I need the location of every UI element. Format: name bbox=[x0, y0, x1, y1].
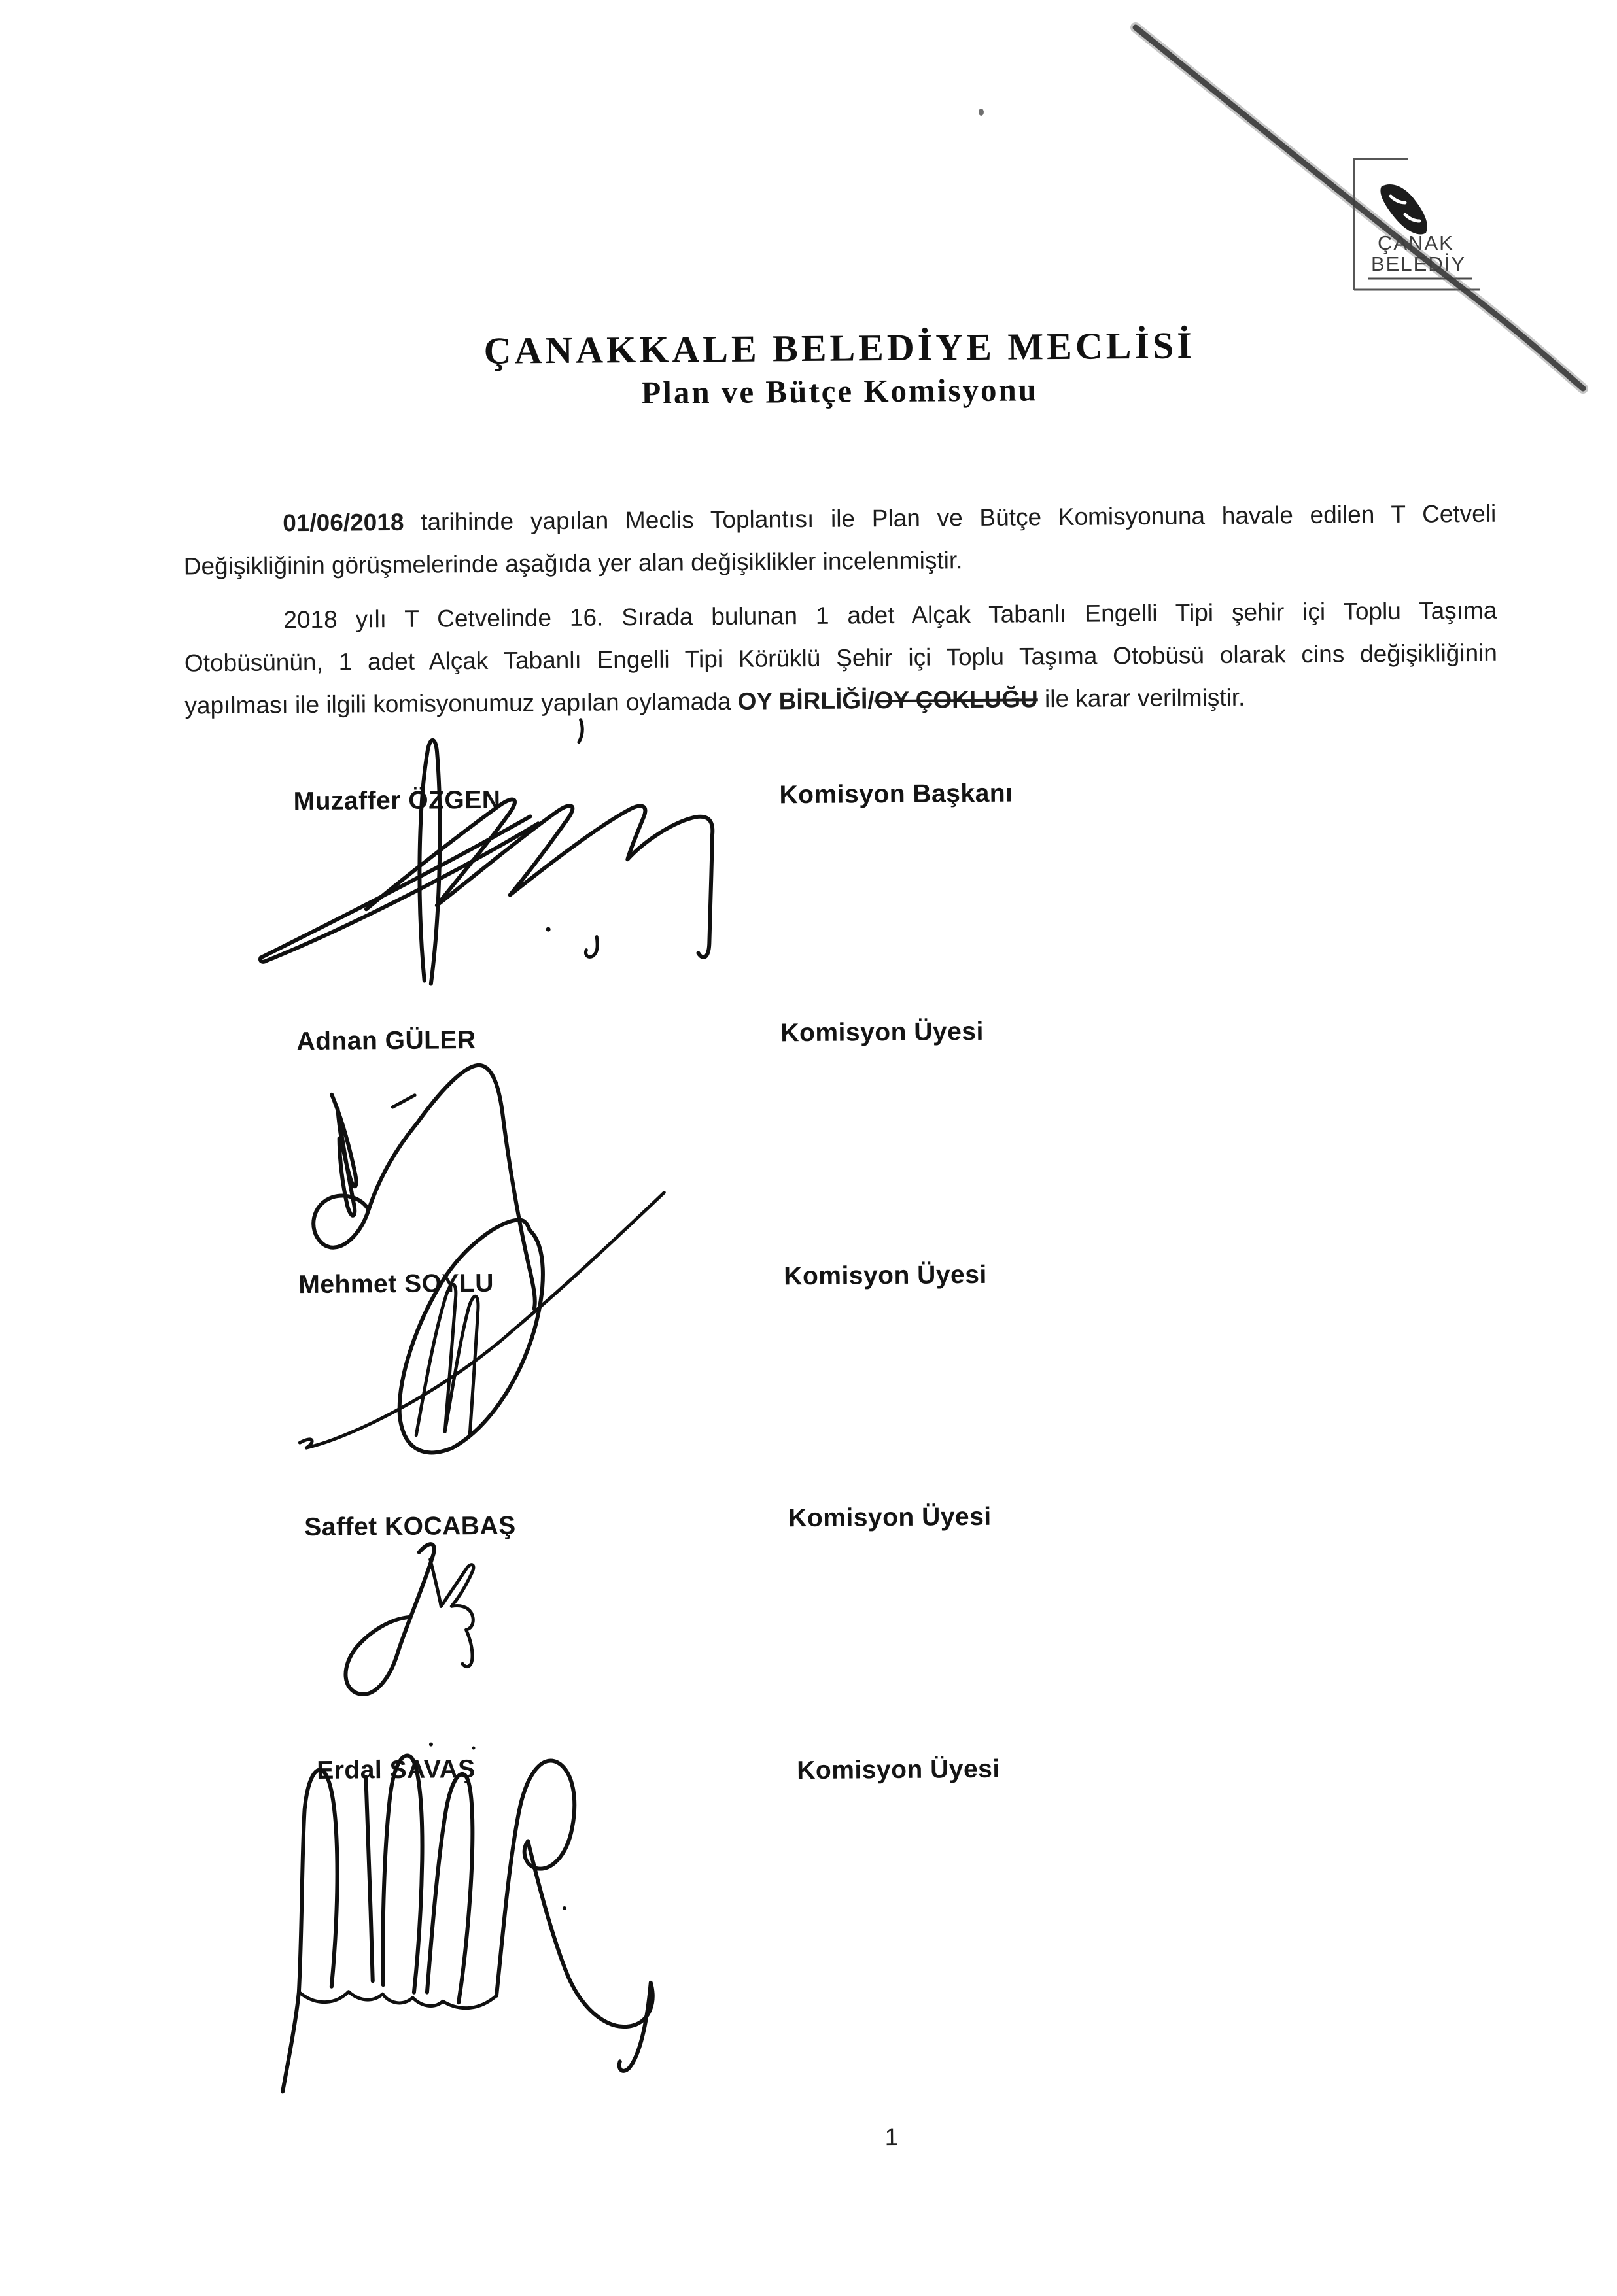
paragraph2-line1: 2018 yılı T Cetvelinde 16. Sırada bulunan 1 adet Alçak Tabanlı Engelli Tipi şehir içi Toplu Taşıma bbox=[283, 596, 1497, 634]
page-number: 1 bbox=[884, 2123, 899, 2151]
paragraph2-line2: Otobüsünün, 1 adet Alçak Tabanlı Engelli Tipi Körüklü Şehir içi Toplu Taşıma Otobüsü olarak cins değişikliğinin bbox=[184, 639, 1498, 677]
signatory-role: Komisyon Üyesi bbox=[780, 1017, 984, 1048]
scan-speck bbox=[979, 109, 984, 116]
signatory-name: Adnan GÜLER bbox=[296, 1025, 476, 1056]
diagonal-fold-line bbox=[1136, 27, 1583, 388]
page-title: ÇANAKKALE BELEDİYE MECLİSİ bbox=[483, 324, 1196, 372]
signatory-role: Komisyon Üyesi bbox=[784, 1260, 987, 1291]
oy-birligi-text: OY BİRLİĞİ/ bbox=[737, 687, 875, 715]
page-subtitle: Plan ve Bütçe Komisyonu bbox=[641, 371, 1039, 411]
signatory-name: Muzaffer ÖZGEN bbox=[293, 785, 501, 816]
oy-coklugu-struck-text: OY ÇOKLUĞU bbox=[874, 685, 1038, 714]
date-text: 01/06/2018 bbox=[283, 508, 404, 537]
signatory-role: Komisyon Üyesi bbox=[788, 1502, 992, 1533]
paragraph1-line1-text: tarihinde yapılan Meclis Toplantısı ile Plan ve Bütçe Komisyonuna havale edilen T Cetveli bbox=[404, 500, 1497, 536]
paragraph1-line2: Değişikliğinin görüşmelerinde aşağıda yer alan değişiklikler incelenmiştir. bbox=[183, 547, 963, 580]
signatory-role: Komisyon Başkanı bbox=[779, 779, 1013, 810]
paragraph2-line3-end: ile karar verilmiştir. bbox=[1037, 683, 1245, 713]
stamp-text-line2: BELEDİY bbox=[1371, 252, 1466, 275]
stamp-text-line1: ÇANAK bbox=[1378, 231, 1454, 254]
signatory-name: Saffet KOCABAŞ bbox=[304, 1511, 516, 1542]
signatory-name: Mehmet SOYLU bbox=[298, 1269, 495, 1299]
paragraph2-line3-start: yapılması ile ilgili komisyonumuz yapılan oylamada bbox=[184, 687, 738, 719]
signatory-role: Komisyon Üyesi bbox=[797, 1755, 1000, 1785]
signatory-name: Erdal SAVAŞ bbox=[317, 1755, 476, 1785]
